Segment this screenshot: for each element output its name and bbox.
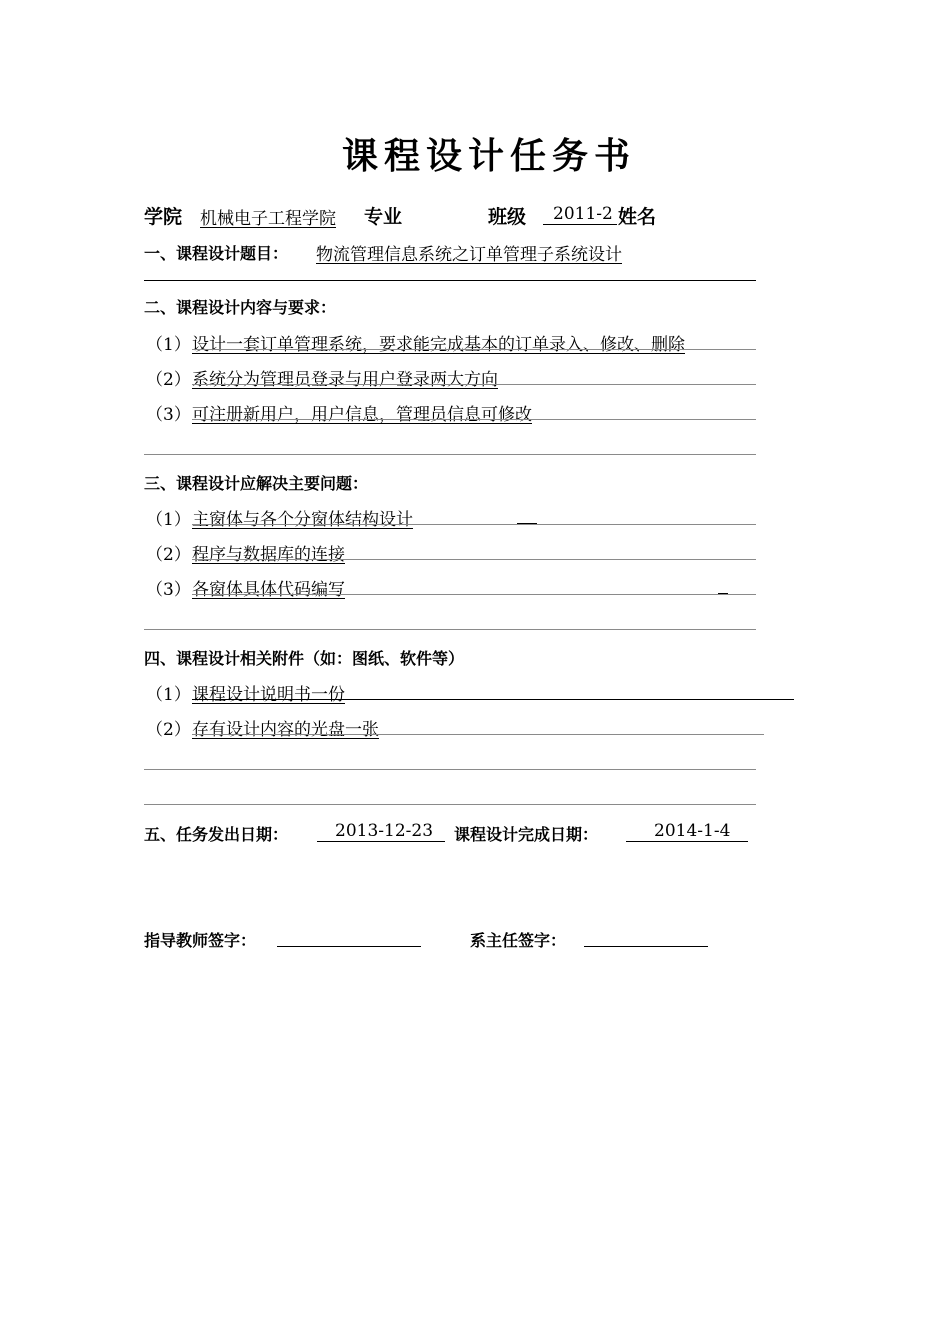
section4-item-2-text: 存有设计内容的光盘一张 [192, 720, 379, 740]
blank-rule [144, 804, 756, 805]
underline-rule [192, 384, 756, 385]
college-label: 学院 [144, 206, 183, 228]
complete-date-label: 课程设计完成日期： [454, 825, 599, 844]
blank-rule [144, 629, 756, 630]
section2-item-1-text: 设计一套订单管理系统，要求能完成基本的订单录入、修改、删除 [192, 335, 685, 355]
underline-rule [192, 524, 756, 525]
section1-label: 一、课程设计题目： [144, 244, 289, 263]
section3-item-3-num: （3） [146, 580, 191, 600]
issue-date-value: 2013-12-23 [317, 821, 445, 842]
section3-item-2-num: （2） [146, 545, 191, 565]
teacher-signature-line[interactable] [277, 928, 421, 947]
section3-item-2-text: 程序与数据库的连接 [192, 545, 345, 565]
teacher-signature-label: 指导教师签字： [144, 931, 257, 950]
section3-item-3-text: 各窗体具体代码编写 [192, 580, 345, 600]
section3-label: 三、课程设计应解决主要问题： [144, 474, 369, 493]
dept-head-signature-line[interactable] [584, 928, 708, 947]
section2-item-2-num: （2） [146, 370, 191, 390]
complete-date-value: 2014-1-4 [626, 821, 748, 842]
dept-head-signature-label: 系主任签字： [470, 931, 567, 950]
section2-item-3-text: 可注册新用户，用户信息，管理员信息可修改 [192, 405, 532, 425]
class-value: 2011-2 [543, 204, 617, 225]
blank-rule [144, 769, 756, 770]
class-label: 班级 [488, 206, 527, 228]
section3-item-1-text: 主窗体与各个分窗体结构设计 [192, 510, 413, 530]
section1-value: 物流管理信息系统之订单管理子系统设计 [316, 245, 622, 265]
section2-item-2-text: 系统分为管理员登录与用户登录两大方向 [192, 370, 498, 390]
underline-rule [192, 419, 756, 420]
section4-item-1-text: 课程设计说明书一份 [192, 685, 345, 705]
blank-rule [144, 454, 756, 455]
section4-label: 四、课程设计相关附件（如：图纸、软件等） [144, 649, 465, 668]
underline-rule [192, 559, 756, 560]
section2-label: 二、课程设计内容与要求： [144, 298, 337, 317]
underline-rule [192, 349, 756, 350]
underline-rule [192, 699, 794, 700]
section4-item-2-num: （2） [146, 720, 191, 740]
divider [144, 280, 756, 281]
issue-date-label: 五、任务发出日期： [144, 825, 289, 844]
section2-item-3-num: （3） [146, 405, 191, 425]
underline-rule [192, 594, 756, 595]
page-title: 课程设计任务书 [341, 136, 636, 177]
major-label: 专业 [364, 206, 403, 228]
name-label: 姓名 [618, 206, 657, 228]
section2-item-1-num: （1） [146, 335, 191, 355]
section4-item-1-num: （1） [146, 685, 191, 705]
underline-rule [192, 734, 764, 735]
college-value: 机械电子工程学院 [200, 209, 336, 229]
section3-item-1-num: （1） [146, 510, 191, 530]
